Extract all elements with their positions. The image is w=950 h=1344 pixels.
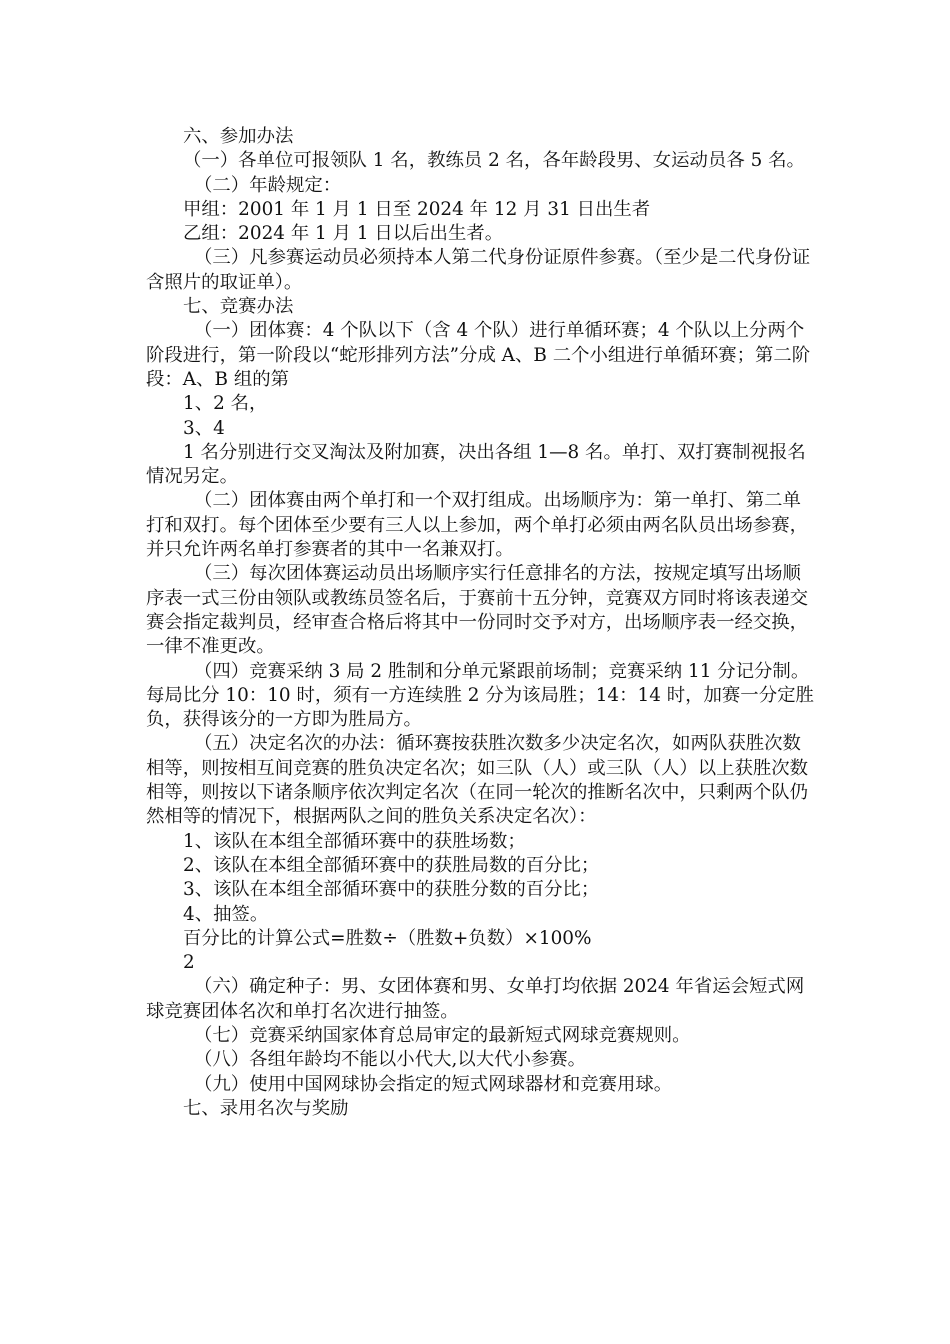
paragraph-ranking-method: （五）决定名次的办法：循环赛按获胜次数多少决定名次，如两队获胜次数相等，则按相互间竞赛的胜负决定名次；如三队（人）或三队（人）以上获胜次数相等，则按以下诸条顺序依次判定名次（在同一轮次的推断名次中，只剩两个队仍然相等的情况下，根据两队之间的胜负关系决定名次）： bbox=[146, 733, 809, 828]
paragraph-rules: （七）竞赛采纳国家体育总局审定的最新短式网球竞赛规则。 bbox=[194, 1024, 691, 1046]
paragraph-scoring: （四）竞赛采纳 3 局 2 胜制和分单元紧跟前场制；竞赛采纳 11 分记分制。每局比分 10：10 时，须有一方连续胜 2 分为该局胜；14：14 时，加赛一分定胜负，获得该分的一方即为胜局方。 bbox=[146, 660, 814, 731]
paragraph-group-a: 甲组：2001 年 1 月 1 日至 2024 年 12 月 31 日出生者 bbox=[183, 198, 651, 220]
paragraph-team-composition: （二）团体赛由两个单打和一个双打组成。出场顺序为：第一单打、第二单打和双打。每个团体至少要有三人以上参加，两个单打必须由两名队员出场参赛，并只允许两名单打参赛者的其中一名兼双打。 bbox=[146, 490, 809, 561]
paragraph-age-rules: （二）年龄规定： bbox=[194, 174, 342, 196]
section-heading-participation: 六、参加办法 bbox=[183, 126, 294, 147]
paragraph-team-quota: （一）各单位可报领队 1 名，教练员 2 名，各年龄段男、女运动员各 5 名。 bbox=[183, 150, 805, 172]
paragraph-percentage-formula: 百分比的计算公式=胜数÷（胜数+负数）×100% bbox=[183, 927, 592, 949]
paragraph-rank-1-2: 1、2 名， bbox=[183, 393, 268, 415]
paragraph-rank-3-4: 3、4 bbox=[183, 417, 225, 439]
section-heading-competition: 七、竞赛办法 bbox=[183, 296, 294, 318]
list-item-criterion-4: 4、抽签。 bbox=[183, 903, 269, 925]
paragraph-id-card: （三）凡参赛运动员必须持本人第二代身份证原件参赛。（至少是二代身份证含照片的取证单）。 bbox=[146, 247, 811, 293]
paragraph-group-b: 乙组：2024 年 1 月 1 日以后出生者。 bbox=[183, 223, 504, 245]
paragraph-team-format: （一）团体赛：4 个队以下（含 4 个队）进行单循环赛；4 个队以上分两个阶段进行，第一阶段以“蛇形排列方法”分成 A、B 二个小组进行单循环赛；第二阶段：A、B 组的第 bbox=[146, 320, 811, 390]
paragraph-lineup-order: （三）每次团体赛运动员出场顺序实行任意排名的方法，按规定填写出场顺序表一式三份由领队或教练员签名后，于赛前十五分钟，竞赛双方同时将该表递交赛会指定裁判员，经审查合格后将其中一份同时交予对方，出场顺序表一经交换，一律不准更改。 bbox=[146, 563, 809, 658]
document-body bbox=[146, 125, 816, 1121]
list-item-criterion-1: 1、该队在本组全部循环赛中的获胜场数； bbox=[183, 830, 526, 852]
section-heading-awards: 七、录用名次与奖励 bbox=[183, 1097, 349, 1119]
paragraph-age-groups: （八）各组年龄均不能以小代大,以大代小参赛。 bbox=[194, 1049, 587, 1071]
list-item-criterion-3: 3、该队在本组全部循环赛中的获胜分数的百分比； bbox=[183, 879, 600, 901]
list-item-criterion-2: 2、该队在本组全部循环赛中的获胜局数的百分比； bbox=[183, 854, 600, 876]
paragraph-equipment: （九）使用中国网球协会指定的短式网球器材和竞赛用球。 bbox=[194, 1073, 673, 1095]
paragraph-seeding: （六）确定种子：男、女团体赛和男、女单打均依据 2024 年省运会短式网球竞赛团体名次和单打名次进行抽签。 bbox=[146, 976, 805, 1022]
paragraph-knockout: 1 名分别进行交叉淘汰及附加赛，决出各组 1—8 名。单打、双打赛制视报名情况另定。 bbox=[146, 441, 806, 488]
page-number: 2 bbox=[183, 952, 195, 974]
